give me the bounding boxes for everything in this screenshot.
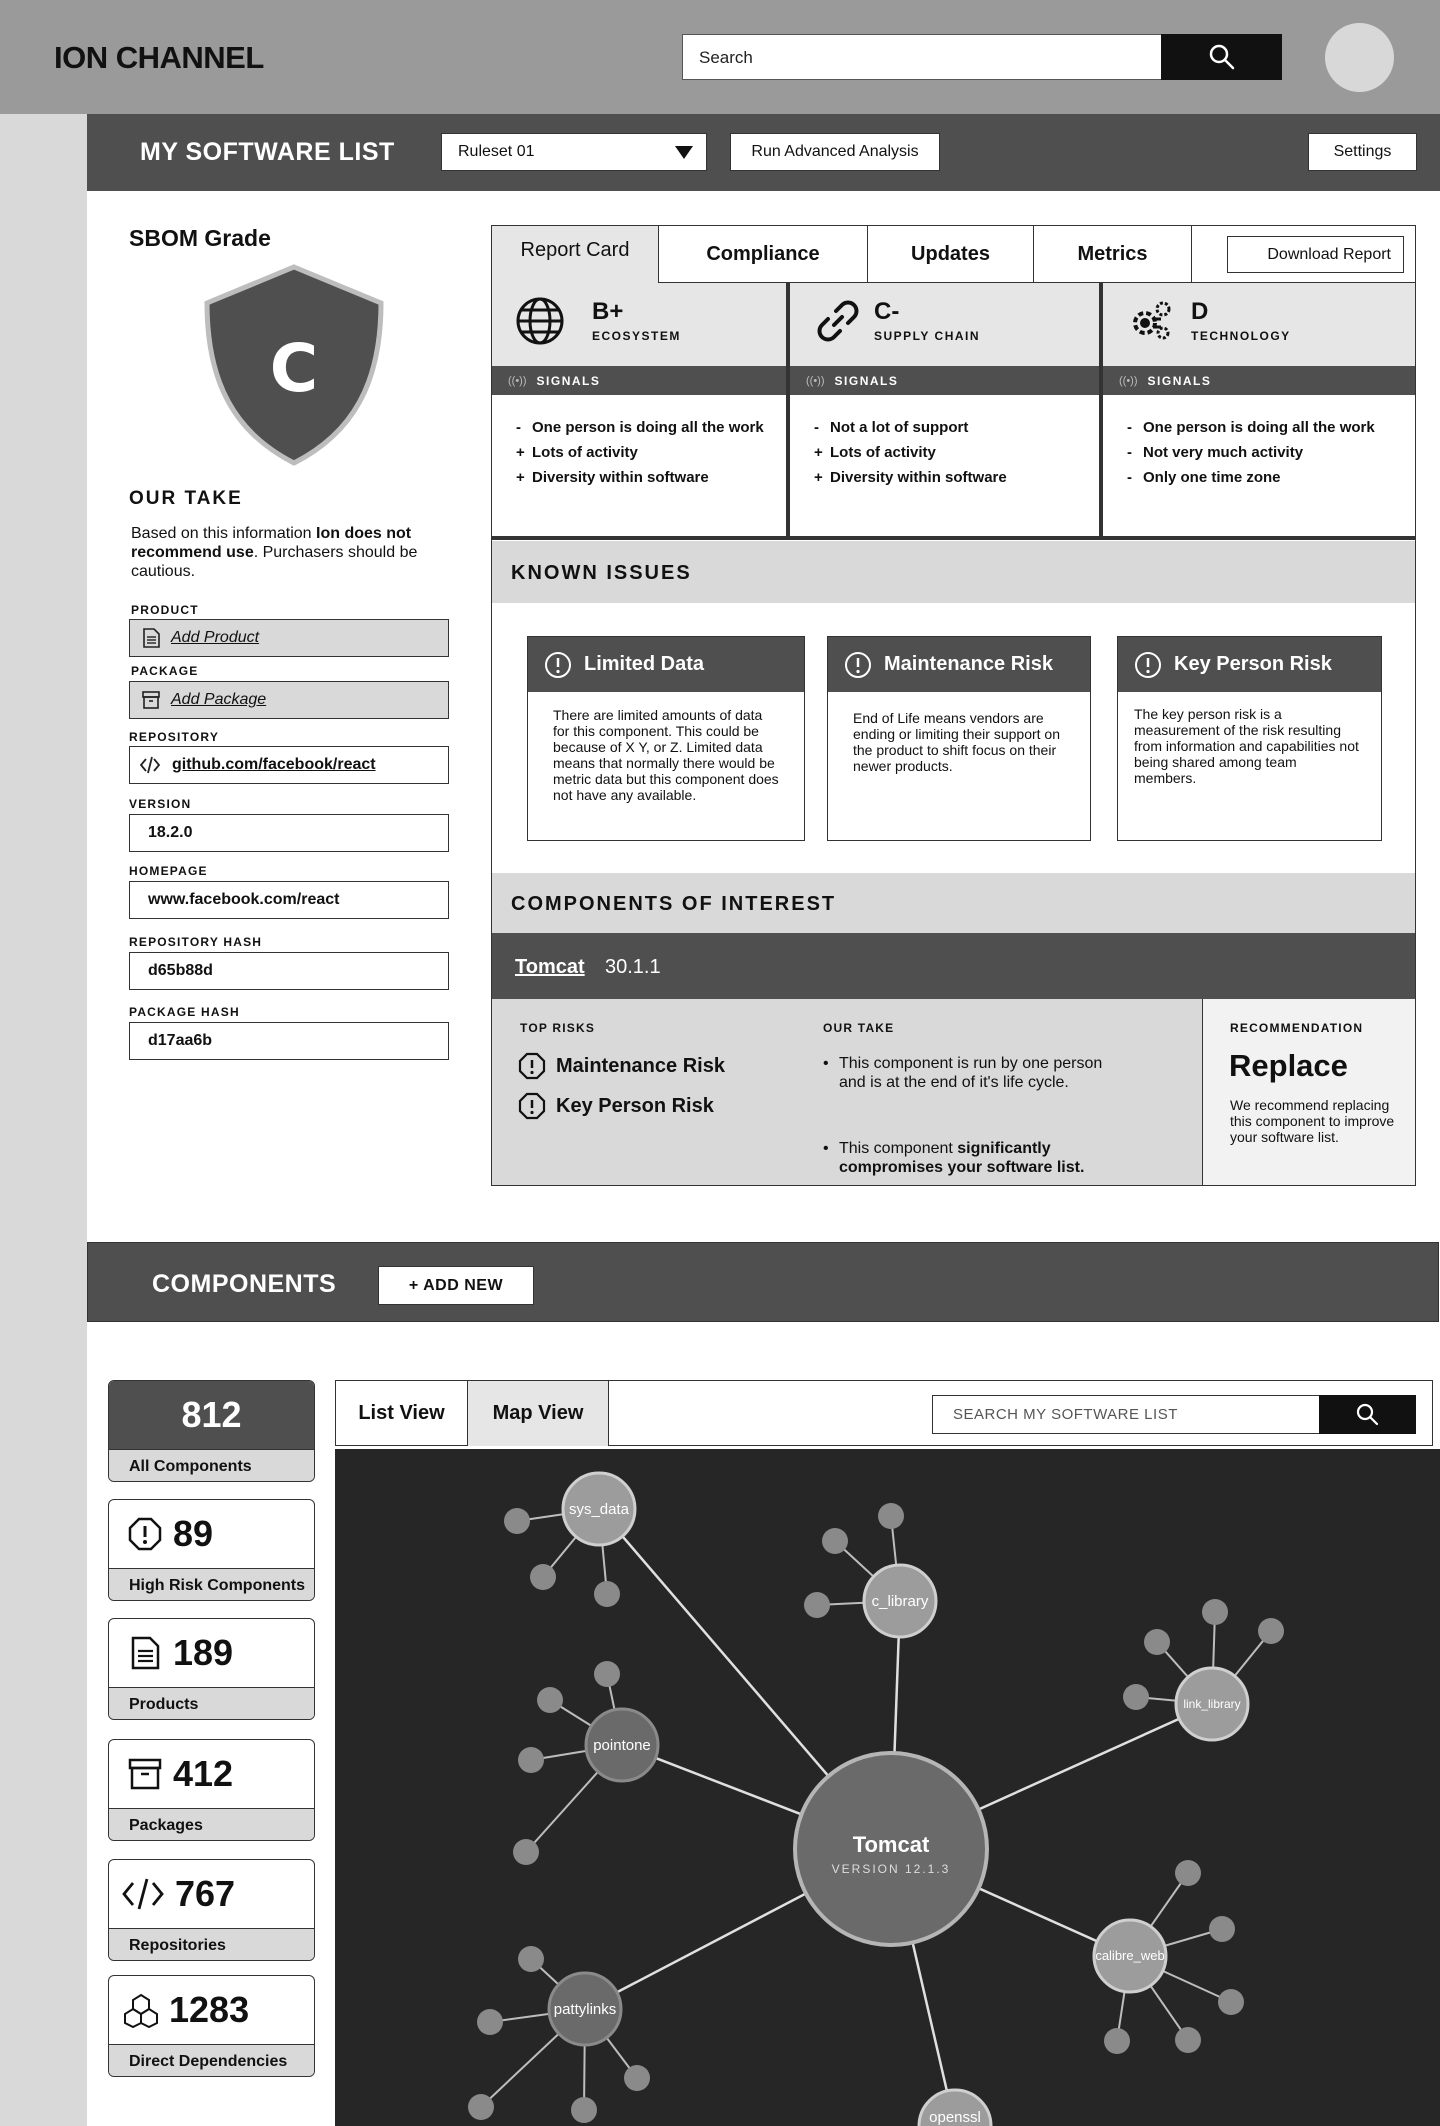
archive-box-icon: [127, 1756, 163, 1792]
homepage-field[interactable]: www.facebook.com/react: [129, 881, 449, 919]
version-field[interactable]: 18.2.0: [129, 814, 449, 852]
software-list-search-button[interactable]: [1319, 1395, 1416, 1434]
signal-icon: ((•)): [508, 374, 527, 387]
repository-label: REPOSITORY: [129, 730, 220, 744]
grade-technology: [1103, 283, 1415, 538]
map-node-label: link_library: [1183, 1697, 1241, 1711]
grade-supply-chain: [790, 283, 1099, 538]
product-label: PRODUCT: [131, 603, 199, 617]
tab-compliance[interactable]: Compliance: [658, 226, 867, 283]
grade-name: TECHNOLOGY: [1191, 329, 1291, 343]
map-center-label: Tomcat: [852, 1832, 930, 1857]
add-package-link[interactable]: Add Package: [171, 691, 267, 708]
stat-label: Products: [109, 1687, 314, 1720]
add-new-button[interactable]: + ADD NEW: [378, 1266, 534, 1305]
risk-item: Maintenance Risk: [518, 1052, 725, 1080]
package-label: PACKAGE: [131, 664, 199, 678]
issue-title: Limited Data: [584, 653, 705, 675]
signals-bar: ((•)) SIGNALS: [1103, 366, 1415, 395]
tab-map-view[interactable]: Map View: [468, 1381, 609, 1446]
stat-value: 812: [109, 1381, 314, 1449]
issue-title: Key Person Risk: [1174, 653, 1332, 675]
list-item: - Not very much activity: [1127, 444, 1304, 461]
dependency-graph[interactable]: [335, 1449, 1440, 2126]
issue-header: [528, 637, 804, 692]
map-node-label: pointone: [593, 1737, 651, 1754]
signal-icon: ((•)): [806, 374, 825, 387]
coi-component-link[interactable]: Tomcat: [515, 956, 585, 978]
top-risks-label: TOP RISKS: [520, 1021, 596, 1035]
sbom-grade-title: SBOM Grade: [129, 225, 271, 251]
recommendation-value: Replace: [1229, 1048, 1348, 1083]
settings-button[interactable]: Settings: [1308, 133, 1417, 171]
shield-grade-icon: [203, 263, 385, 467]
issue-description: End of Life means vendors are ending or limiting their support on the product to shift focus on their newer products.: [853, 710, 1061, 774]
grade-letter: D: [1191, 298, 1209, 325]
known-issues-title: KNOWN ISSUES: [511, 562, 692, 584]
repository-field[interactable]: [129, 746, 449, 784]
map-node-label: pattylinks: [553, 2001, 617, 2018]
repository-link[interactable]: github.com/facebook/react: [172, 756, 376, 773]
issue-title: Maintenance Risk: [884, 653, 1053, 675]
issue-card-maintenance-risk[interactable]: [827, 636, 1091, 841]
stat-direct-dependencies[interactable]: [108, 1975, 315, 2077]
alert-circle-icon: [1134, 651, 1162, 679]
ruleset-value: Ruleset 01: [458, 143, 535, 160]
search-icon: [1319, 1395, 1416, 1434]
user-avatar[interactable]: [1325, 23, 1394, 92]
issue-card-limited-data[interactable]: [527, 636, 805, 841]
app-logo[interactable]: ION CHANNEL: [54, 40, 264, 75]
list-item: + Diversity within software: [516, 469, 709, 486]
software-list-search-input[interactable]: SEARCH MY SOFTWARE LIST: [932, 1395, 1320, 1434]
map-node-label: openssl: [929, 2109, 981, 2126]
code-icon: [137, 754, 163, 776]
map-node-label: c_library: [871, 1593, 929, 1610]
risk-item: Key Person Risk: [518, 1092, 714, 1120]
signal-list: [492, 395, 786, 490]
alert-octagon-icon: [518, 1092, 546, 1120]
sbom-grade-letter: C: [269, 330, 319, 407]
components-title: COMPONENTS: [152, 1270, 337, 1298]
stat-label: High Risk Components: [109, 1568, 314, 1601]
signals-bar: ((•)) SIGNALS: [492, 366, 786, 395]
stat-value: 767: [175, 1873, 236, 1914]
stat-products[interactable]: [108, 1618, 315, 1720]
stat-high-risk[interactable]: [108, 1499, 315, 1601]
issue-description: The key person risk is a measurement of the risk resulting from information and capabilities not being shared among team members.: [1134, 706, 1359, 786]
stat-value: 189: [173, 1632, 234, 1673]
our-take-title: OUR TAKE: [129, 488, 243, 509]
our-take-label: OUR TAKE: [823, 1021, 895, 1035]
section-divider: [492, 536, 1415, 540]
list-item: - Only one time zone: [1127, 469, 1281, 486]
add-product-field[interactable]: [129, 619, 449, 657]
tab-report-card[interactable]: Report Card: [492, 226, 658, 283]
add-product-link[interactable]: Add Product: [171, 629, 260, 646]
global-search-button[interactable]: [1161, 34, 1282, 80]
code-icon: [121, 1876, 165, 1912]
take-item: • This component is run by one person and is at the end of it's life cycle.: [823, 1054, 1123, 1092]
issue-card-key-person-risk[interactable]: [1117, 636, 1382, 841]
grade-ecosystem: [492, 283, 786, 538]
issue-description: There are limited amounts of data for this component. This could be because of X Y, or Z. Limited data means that normally there would be metric data but this component does not have any available.: [553, 707, 779, 803]
map-node-label: calibre_web: [1095, 1948, 1165, 1963]
gears-icon: [1123, 295, 1175, 347]
tab-list-view[interactable]: List View: [336, 1381, 468, 1446]
list-item: + Lots of activity: [814, 444, 936, 461]
alert-circle-icon: [544, 651, 572, 679]
caret-down-icon: [675, 146, 693, 159]
list-item: - One person is doing all the work: [516, 419, 764, 436]
list-item: + Diversity within software: [814, 469, 1007, 486]
recommendation-text: We recommend replacing this component to improve your software list.: [1230, 1097, 1395, 1145]
globe-icon: [514, 295, 566, 347]
search-icon: [1161, 34, 1282, 80]
stat-label: Packages: [109, 1808, 314, 1841]
ruleset-select[interactable]: [441, 133, 707, 171]
page-title: MY SOFTWARE LIST: [140, 138, 395, 166]
homepage-label: HOMEPAGE: [129, 864, 208, 878]
map-node-label: sys_data: [568, 1501, 630, 1518]
stat-label: Direct Dependencies: [109, 2044, 314, 2077]
grade-letter: B+: [592, 298, 624, 325]
grade-name: ECOSYSTEM: [592, 329, 681, 343]
signal-list: [1103, 395, 1415, 490]
document-icon: [140, 627, 162, 649]
stat-value: 412: [173, 1753, 234, 1794]
list-item: + Lots of activity: [516, 444, 638, 461]
list-item: - One person is doing all the work: [1127, 419, 1375, 436]
grade-name: SUPPLY CHAIN: [874, 329, 981, 343]
stat-all-components[interactable]: [108, 1380, 315, 1482]
download-report-button[interactable]: Download Report: [1227, 236, 1404, 273]
signals-bar: ((•)) SIGNALS: [790, 366, 1099, 395]
tab-metrics[interactable]: Metrics: [1033, 226, 1191, 283]
take-item: • This component significantly compromises your software list.: [823, 1139, 1123, 1177]
run-analysis-button[interactable]: Run Advanced Analysis: [730, 133, 940, 171]
our-take-text: Based on this information Ion does not recommend use. Purchasers should be cautious.: [131, 525, 418, 580]
grade-letter: C-: [874, 298, 900, 325]
coi-component-version: 30.1.1: [605, 956, 661, 978]
alert-octagon-icon: [127, 1516, 163, 1552]
issue-header: [828, 637, 1090, 692]
link-icon: [812, 295, 864, 347]
repository-hash-field[interactable]: d65b88d: [129, 952, 449, 990]
archive-box-icon: [140, 689, 162, 711]
signal-list: [790, 395, 1099, 490]
global-search-input[interactable]: Search: [682, 34, 1162, 80]
tab-updates[interactable]: Updates: [867, 226, 1033, 283]
dependency-map[interactable]: [335, 1449, 1440, 2126]
package-hash-label: PACKAGE HASH: [129, 1005, 240, 1019]
alert-octagon-icon: [518, 1052, 546, 1080]
version-label: VERSION: [129, 797, 192, 811]
list-item: - Not a lot of support: [814, 419, 969, 436]
components-of-interest-title: COMPONENTS OF INTEREST: [511, 893, 837, 915]
package-hash-field[interactable]: d17aa6b: [129, 1022, 449, 1060]
stat-value: 89: [173, 1513, 214, 1554]
signal-icon: ((•)): [1119, 374, 1138, 387]
stat-label: All Components: [109, 1449, 314, 1482]
dependencies-icon: [123, 1992, 159, 2028]
stat-packages[interactable]: [108, 1739, 315, 1841]
repository-hash-label: REPOSITORY HASH: [129, 935, 263, 949]
stat-label: Repositories: [109, 1928, 314, 1961]
issue-header: [1118, 637, 1381, 692]
stat-repositories[interactable]: [108, 1859, 315, 1961]
stat-value: 1283: [169, 1989, 250, 2030]
map-center-version: VERSION 12.1.3: [831, 1862, 951, 1876]
recommendation-label: RECOMMENDATION: [1230, 1021, 1364, 1035]
document-icon: [127, 1635, 163, 1671]
add-package-field[interactable]: [129, 681, 449, 719]
alert-circle-icon: [844, 651, 872, 679]
